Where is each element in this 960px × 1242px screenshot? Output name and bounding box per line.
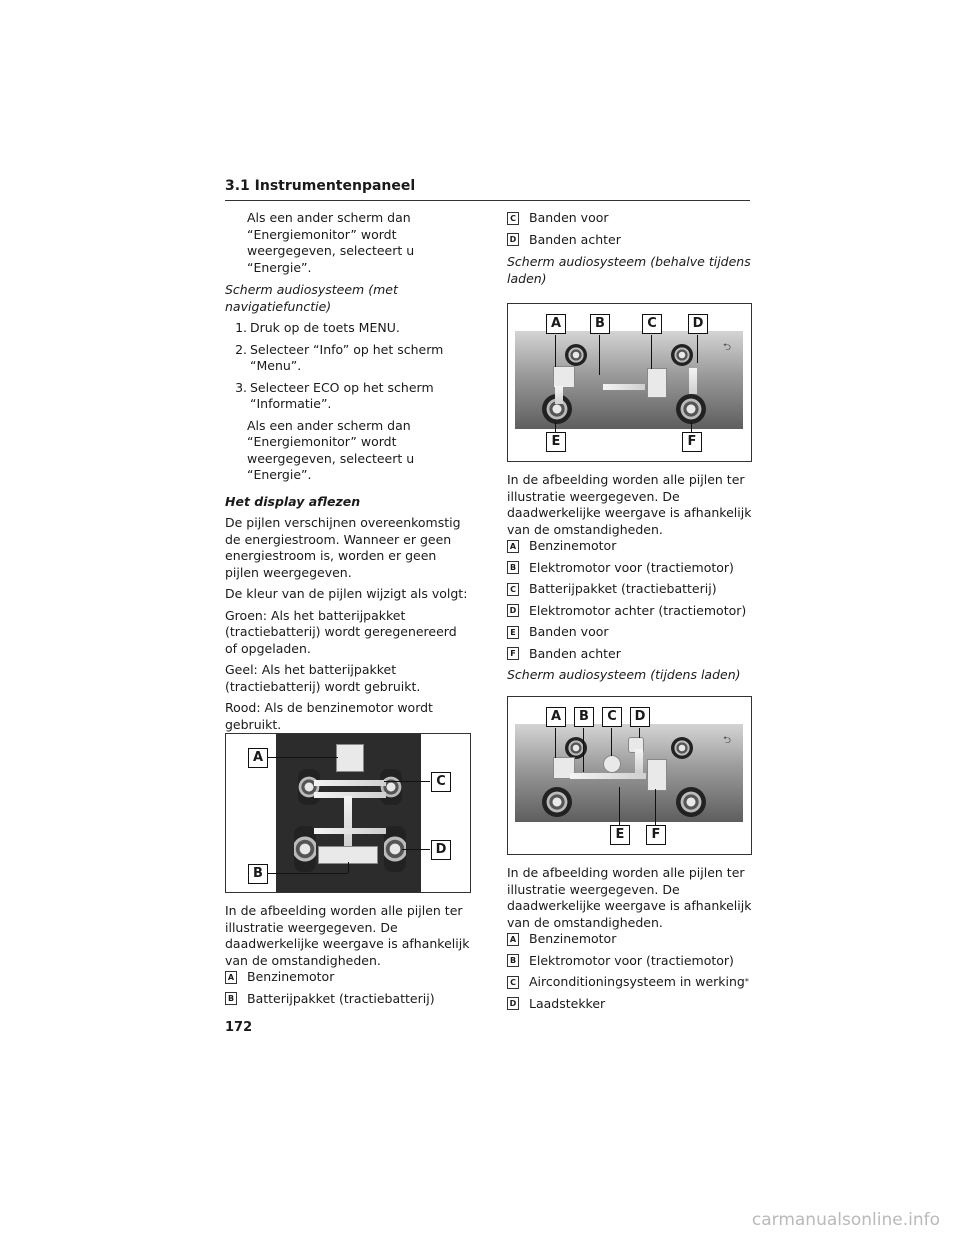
- callout-label: B: [574, 707, 594, 727]
- tire-graphic: [298, 769, 320, 805]
- energy-arrow: [689, 368, 697, 394]
- step-item: [225, 342, 470, 375]
- legend-item: [507, 603, 752, 620]
- engine-graphic: [336, 744, 364, 772]
- energy-arrow: [603, 384, 645, 390]
- legend-text: Batterijpakket (tractiebatterij): [529, 581, 717, 596]
- step-number: 2.: [235, 341, 247, 357]
- subheading-navigation: Scherm audiosysteem (met navigatiefunctie): [225, 282, 398, 314]
- energy-arrow: [555, 386, 563, 404]
- legend-item: [507, 996, 752, 1013]
- leader-line: [555, 422, 556, 432]
- subheading-audio-not-charging: Scherm audiosysteem (behalve tijdens laden): [507, 254, 751, 286]
- right-column-mid: [507, 472, 752, 689]
- leader-line: [599, 335, 600, 375]
- section-title: 3.1 Instrumentenpaneel: [225, 178, 416, 194]
- legend-item: [507, 232, 752, 249]
- callout-label: D: [688, 314, 708, 334]
- legend-item: [507, 931, 752, 948]
- callout-label: B: [248, 864, 268, 884]
- battery-graphic: [647, 368, 667, 398]
- legend-text: Benzinemotor: [529, 538, 617, 553]
- leader-line: [384, 781, 430, 782]
- step-text: Selecteer “Info” op het scherm “Menu”.: [250, 341, 444, 373]
- legend-text: Banden achter: [529, 231, 621, 247]
- callout-label: D: [431, 840, 451, 860]
- tire-graphic: [380, 769, 402, 805]
- right-column-top: [507, 210, 752, 292]
- callout-label: C: [602, 707, 622, 727]
- legend-key: D: [507, 233, 519, 246]
- legend-key: B: [225, 992, 237, 1005]
- leader-line: [348, 862, 349, 873]
- leader-line: [583, 728, 584, 772]
- legend-text: Elektromotor voor (tractiemotor): [529, 559, 734, 575]
- legend-text: Elektromotor voor (tractiemotor): [529, 952, 734, 968]
- paragraph: Rood: Als de benzinemotor wordt gebruikt.: [225, 700, 433, 732]
- leader-line: [268, 873, 348, 874]
- legend-key: C: [507, 212, 519, 225]
- energy-arrow: [344, 796, 352, 846]
- leader-line: [555, 728, 556, 758]
- legend-item: [507, 210, 752, 227]
- tire-graphic: [294, 826, 316, 872]
- left-column: [225, 210, 470, 760]
- tire-graphic: [676, 394, 706, 424]
- paragraph: In de afbeelding worden alle pijlen ter illustratie weergegeven. De daadwerkelijke weergave is afhankelijk van de omstandigheden.: [507, 865, 752, 930]
- legend-key: A: [507, 540, 519, 553]
- legend-text: Batterijpakket (tractiebatterij): [247, 990, 435, 1006]
- legend-key: F: [507, 647, 519, 660]
- watermark[interactable]: carmanualsonline.info: [751, 1210, 940, 1230]
- paragraph: De kleur van de pijlen wijzigt als volgt:: [225, 586, 468, 601]
- callout-label: E: [546, 432, 566, 452]
- step-number: 1.: [235, 320, 247, 335]
- legend-item: [507, 560, 752, 577]
- legend-item: [507, 538, 752, 555]
- callout-label: E: [610, 825, 630, 845]
- leader-line: [268, 757, 338, 758]
- legend-text: Benzinemotor: [529, 931, 617, 946]
- legend-item: [225, 969, 470, 986]
- legend-key: E: [507, 626, 519, 639]
- left-column-bottom: [225, 903, 470, 1012]
- leader-line: [619, 787, 620, 825]
- leader-line: [555, 335, 556, 367]
- tire-graphic: [676, 787, 706, 817]
- leader-line: [691, 422, 692, 432]
- right-column-bottom: [507, 865, 752, 1017]
- legend-key: D: [507, 604, 519, 617]
- leader-line: [697, 335, 698, 363]
- leader-line: [639, 728, 640, 738]
- leader-line: [651, 335, 652, 369]
- paragraph: Als een ander scherm dan “Energiemonitor” wordt weergegeven, selecteert u “Energie”.: [247, 417, 415, 482]
- paragraph: Geel: Als het batterijpakket (tractiebatterij) wordt gebruikt.: [225, 662, 421, 694]
- subheading-audio-charging: Scherm audiosysteem (tijdens laden): [507, 667, 741, 682]
- energy-arrow: [314, 780, 386, 786]
- legend-text: Banden achter: [529, 645, 621, 661]
- legend-text: Banden voor: [529, 210, 609, 225]
- paragraph: Als een ander scherm dan “Energiemonitor” wordt weergegeven, selecteert u “Energie”.: [247, 210, 415, 275]
- legend-item: [507, 974, 752, 991]
- paragraph: Groen: Als het batterijpakket (tractiebatterij) wordt geregenereerd of opgeladen.: [225, 607, 457, 656]
- callout-label: C: [642, 314, 662, 334]
- tire-graphic: [671, 737, 693, 759]
- leader-line: [611, 728, 612, 756]
- legend-item: [507, 953, 752, 970]
- callout-label: F: [646, 825, 666, 845]
- ac-fan-graphic: [603, 755, 621, 773]
- battery-graphic: [647, 759, 667, 791]
- multi-info-display-figure: [225, 733, 471, 893]
- engine-graphic: [553, 366, 575, 388]
- legend-item: [225, 991, 470, 1008]
- callout-label: C: [431, 772, 451, 792]
- legend-text: Airconditioningsysteem in werking: [529, 974, 745, 989]
- callout-label: A: [546, 707, 566, 727]
- legend-item: [507, 624, 752, 641]
- subheading-read-display: Het display aflezen: [225, 493, 361, 509]
- tire-graphic: [565, 344, 587, 366]
- energy-arrow: [635, 749, 643, 773]
- audio-screen-figure-charging: [507, 696, 752, 855]
- tire-graphic: [671, 344, 693, 366]
- paragraph: In de afbeelding worden alle pijlen ter illustratie weergegeven. De daadwerkelijke weergave is afhankelijk van de omstandigheden.: [507, 472, 752, 537]
- paragraph: In de afbeelding worden alle pijlen ter illustratie weergegeven. De daadwerkelijke weergave is afhankelijk van de omstandigheden.: [225, 903, 470, 968]
- legend-text: Laadstekker: [529, 995, 606, 1011]
- step-item: [225, 320, 470, 337]
- callout-label: D: [630, 707, 650, 727]
- callout-label: A: [546, 314, 566, 334]
- legend-item: [507, 581, 752, 598]
- steps-list: [225, 320, 470, 413]
- legend-text: Elektromotor achter (tractiemotor): [529, 602, 747, 618]
- legend-key: B: [507, 954, 519, 967]
- paragraph: De pijlen verschijnen overeenkomstig de energiestroom. Wanneer er geen energiestroom is, worden er geen pijlen weergegeven.: [225, 515, 461, 580]
- legend-text: Benzinemotor: [247, 969, 335, 984]
- legend-item: [507, 646, 752, 663]
- tire-graphic: [542, 787, 572, 817]
- back-icon: ⮌: [723, 735, 732, 746]
- callout-label: B: [590, 314, 610, 334]
- legend-key: C: [507, 976, 519, 989]
- legend-key: A: [225, 971, 237, 984]
- page-number: 172: [225, 1020, 253, 1035]
- step-item: [225, 380, 470, 413]
- legend-key: B: [507, 561, 519, 574]
- back-icon: ⮌: [723, 342, 732, 353]
- energy-arrow: [570, 773, 646, 779]
- step-number: 3.: [235, 379, 247, 395]
- callout-label: A: [248, 748, 268, 768]
- step-text: Selecteer ECO op het scherm “Informatie”.: [250, 379, 434, 411]
- leader-line: [402, 849, 430, 850]
- callout-label: F: [682, 432, 702, 452]
- section-header: [225, 178, 750, 201]
- step-text: Druk op de toets MENU.: [250, 320, 400, 335]
- legend-key: D: [507, 997, 519, 1010]
- leader-line: [655, 789, 656, 825]
- legend-key: A: [507, 933, 519, 946]
- legend-key: C: [507, 583, 519, 596]
- footnote-marker: *: [744, 977, 749, 986]
- audio-screen-figure-driving: [507, 303, 752, 462]
- energy-arrow: [314, 828, 386, 834]
- legend-text: Banden voor: [529, 624, 609, 639]
